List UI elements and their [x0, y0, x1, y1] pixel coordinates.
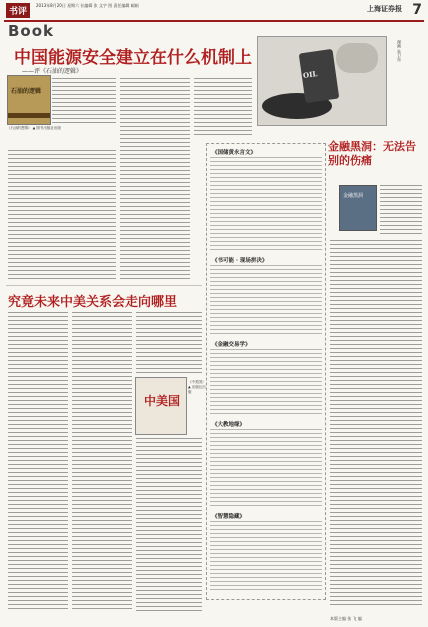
second-headline: 究竟未来中美关系会走向哪里: [8, 295, 178, 310]
review-body-5: [210, 521, 322, 593]
section-word: Book: [8, 22, 55, 40]
oil-book-caption: 《石油的逻辑》 ▲ 图书出版社出版: [7, 126, 61, 130]
second-article-body-col3: [136, 312, 202, 374]
china-us-book-caption: 《中美国》 ▲ 出版社出版: [188, 380, 206, 394]
oil-book-cover: [7, 75, 51, 125]
oil-drum-label: OIL: [302, 69, 318, 80]
review-body-4: [210, 429, 322, 507]
second-article-body-col3-bottom: [136, 438, 202, 612]
main-article-body-col1: [8, 150, 116, 280]
illustration-credit: 漫画 朱卫东: [397, 40, 402, 62]
main-subhead: ——评《石油的逻辑》: [22, 68, 83, 75]
header-rule: [4, 20, 424, 22]
cover-band: [8, 113, 50, 118]
china-us-book-cover-title: 中美国: [144, 394, 181, 408]
page-number: 7: [412, 2, 422, 18]
masthead: [0, 0, 428, 22]
review-body-2: [210, 265, 322, 335]
date-line: 2013年8月20日 星期六 社编辑 张 文字 图 责任编辑 邮箱: [36, 3, 139, 8]
oil-illustration: [257, 36, 387, 126]
second-article-body-col1: [8, 312, 68, 612]
main-article-body-col1-top: [52, 78, 116, 124]
main-article-body-col2: [120, 78, 190, 280]
review-title-3: 《金融交易学》: [212, 342, 251, 348]
page-footer: 本版主编 张 飞 编: [330, 616, 362, 621]
paper-name: 上海证券报: [367, 4, 402, 13]
article-divider: [6, 285, 202, 286]
review-title-4: 《大教地缘》: [212, 422, 246, 428]
china-us-book-cover: [135, 377, 187, 435]
finance-article-title: 金融黑洞：无法告别的伤痛: [328, 140, 416, 167]
review-title-2: 《书可能 · 现场拼决》: [212, 258, 268, 264]
finance-article-body-top: [380, 185, 422, 235]
main-article-body-col3: [194, 78, 252, 138]
hand-shape: [336, 43, 378, 73]
finance-book-cover: [339, 185, 377, 231]
review-body-3: [210, 349, 322, 415]
oil-book-cover-title: 石油的逻辑: [11, 88, 42, 95]
second-article-body-col2: [72, 312, 132, 612]
main-headline: 中国能源安全建立在什么机制上: [14, 48, 252, 68]
review-body-1: [210, 157, 322, 251]
section-label: 书评: [6, 3, 30, 18]
review-title-5: 《智慧隐藏》: [212, 514, 246, 520]
finance-article-body: [330, 240, 422, 608]
finance-book-cover-title: 金融黑洞: [343, 193, 364, 199]
review-title-1: 《国储黄永言文》: [212, 150, 257, 156]
